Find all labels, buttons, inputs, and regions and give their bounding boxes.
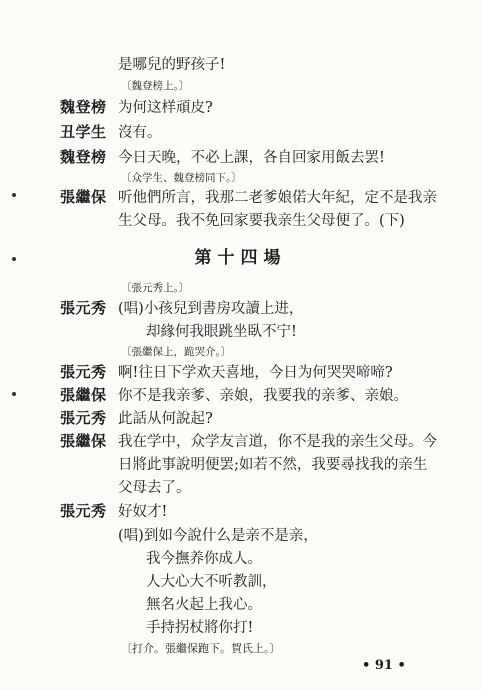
speaker-zhangyuanxiu-2: 張元秀 (60, 363, 107, 381)
speaker-zhangjibao-2: 張繼保 (60, 386, 107, 404)
speaker-zhangjibao-3: 張繼保 (60, 432, 107, 450)
dialogue-zhangjibao-1: 听他們所言，我那二老爹娘偌大年紀，定不是我亲 (118, 190, 437, 206)
page-number: • 91 • (362, 658, 406, 673)
binding-hole-2 (12, 257, 16, 261)
song-line-2: 我今撫养你成人。 (146, 551, 262, 567)
binding-hole-3 (12, 392, 16, 396)
stage-direction-1: 〔魏登榜上。〕 (121, 80, 190, 92)
dialogue-zhangyuanxiu-2: 啊!往日下学欢天喜地，今日为何哭哭啼啼? (118, 365, 393, 381)
speaker-weidengbang-1: 魏登榜 (60, 98, 107, 116)
dialogue-zhangjibao-3: 我在学中，众学友言道，你不是我的亲生父母。今 (118, 434, 437, 450)
speaker-zhangjibao-1: 張繼保 (60, 188, 107, 206)
dialogue-zhangjibao-1b: 生父母。我不免回家要我亲生父母便了。(下) (118, 213, 405, 229)
scene-title: 第十四場 (194, 248, 287, 268)
stage-direction-5: 〔打介。張繼保跑下。賀氏上。〕 (121, 642, 281, 655)
dialogue-zhangjibao-3c: 父母去了。 (118, 480, 191, 496)
dialogue-weidengbang-1: 为何这样頑皮? (118, 100, 213, 116)
dialogue-choushengsheng: 沒有。 (118, 125, 162, 141)
stage-direction-3: 〔張元秀上。〕 (121, 282, 190, 294)
speaker-zhangyuanxiu-1: 張元秀 (60, 299, 107, 317)
speaker-choushengsheng: 丑学生 (60, 123, 107, 141)
song-line-1: (唱)到如今說什么是亲不是亲， (118, 528, 318, 544)
binding-hole-1 (12, 193, 16, 197)
song-line-4: 無名火起上我心。 (146, 597, 262, 613)
dialogue-zhangjibao-2: 你不是我亲爹、亲娘，我要我的亲爹、亲娘。 (118, 388, 408, 404)
dialogue-zhangyuanxiu-1: (唱)小孩兒到書房攻讀上进， (118, 301, 304, 317)
dialogue-zhangyuanxiu-3: 此話从何說起? (118, 411, 213, 427)
speaker-zhangyuanxiu-4: 張元秀 (60, 502, 107, 520)
stage-direction-4: 〔張繼保上，跪哭介。〕 (121, 346, 232, 358)
stage-direction-2: 〔众学生、魏登榜同下。〕 (121, 172, 242, 184)
dialogue-weidengbang-2: 今日天晚，不必上課，各自回家用飯去罢! (118, 150, 385, 166)
dialogue-zhangyuanxiu-1b: 却緣何我眼跳坐臥不宁! (146, 324, 297, 340)
speaker-zhangyuanxiu-3: 張元秀 (60, 409, 107, 427)
text-line-1: 是哪兒的野孩子! (118, 57, 226, 73)
song-line-5: 手持拐杖將你打! (146, 620, 254, 636)
song-line-3: 人大心大不听教訓， (146, 574, 277, 590)
speaker-weidengbang-2: 魏登榜 (60, 148, 107, 166)
dialogue-zhangjibao-3b: 日將此事說明便罢;如若不然，我要尋找我的亲生 (118, 457, 428, 473)
dialogue-zhangyuanxiu-4: 好奴才! (118, 504, 168, 520)
